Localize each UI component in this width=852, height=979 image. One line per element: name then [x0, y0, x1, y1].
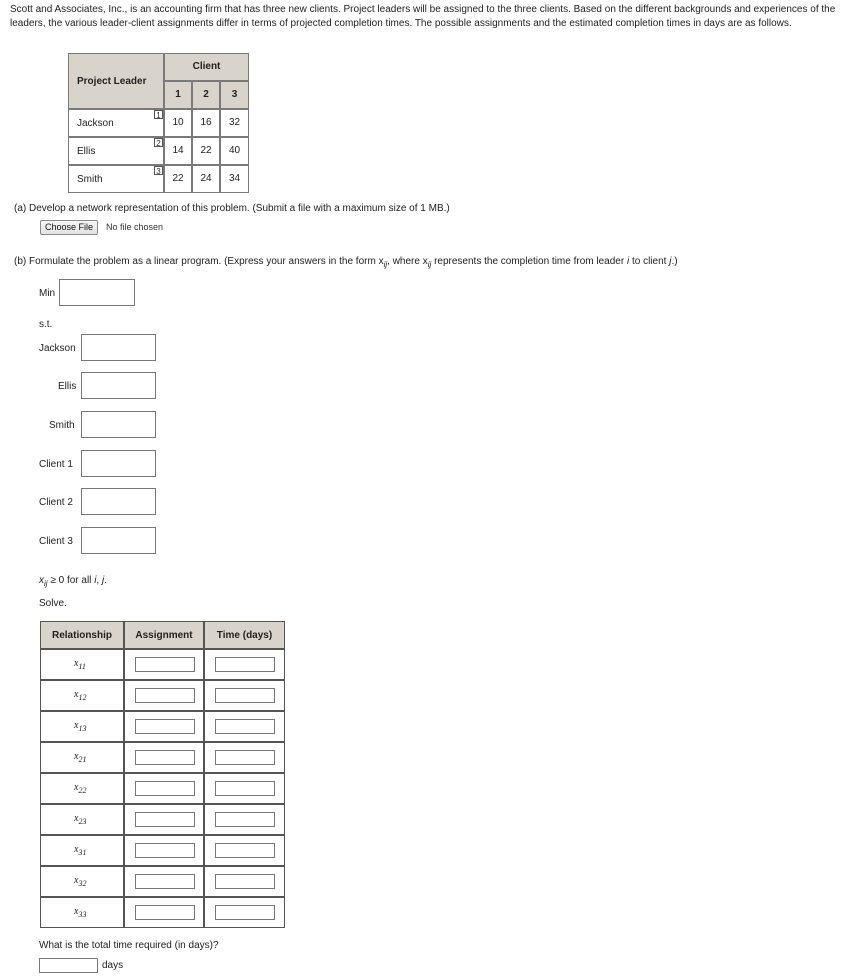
time-input[interactable] [215, 781, 275, 796]
time-cell [204, 773, 285, 804]
client-col-3: 3 [220, 81, 249, 109]
time-cell [204, 897, 285, 928]
time-cell: 32 [220, 109, 249, 137]
variable-label: $x_{23}$ [74, 813, 87, 826]
relationship-cell [40, 804, 124, 835]
nonnegativity-constraint: $x_{ij} \ge 0$ for all i, j. [39, 575, 107, 588]
variable-label: $x_{32}$ [74, 875, 87, 888]
problem-intro: Scott and Associates, Inc., is an accounting firm that has three new clients. Project leaders will be assigned to the three clients. Based on the different backgrounds and experiences of the leaders, the various leader-client assignments differ in terms of projected completion times. The possible assignments and the estimated completion times in days are as follows. [10, 4, 836, 29]
assignment-input[interactable] [135, 750, 195, 765]
total-time-input[interactable] [39, 958, 98, 973]
assignment-input[interactable] [135, 688, 195, 703]
assignment-cell [124, 742, 204, 773]
assignment-cell [124, 711, 204, 742]
relationship-cell [40, 649, 124, 680]
assignment-cell [124, 804, 204, 835]
variable-label: $x_{11}$ [74, 658, 86, 671]
objective-input[interactable] [59, 279, 135, 306]
relationship-cell [40, 773, 124, 804]
assignment-input[interactable] [135, 874, 195, 889]
constraint-input-client-1[interactable] [81, 450, 156, 477]
time-cell [204, 835, 285, 866]
relationship-cell [40, 711, 124, 742]
time-cell: 22 [164, 165, 192, 193]
min-label: Min [39, 288, 56, 299]
time-cell [204, 649, 285, 680]
variable-label: $x_{33}$ [74, 906, 87, 919]
client-col-1: 1 [164, 81, 192, 109]
variable-label: $x_{21}$ [74, 751, 87, 764]
variable-label: $x_{22}$ [74, 782, 87, 795]
time-cell: 34 [220, 165, 249, 193]
time-input[interactable] [215, 874, 275, 889]
leader-row-smith: Smith 3 [68, 165, 164, 193]
constraint-input-client-2[interactable] [81, 488, 156, 515]
time-cell: 16 [192, 109, 220, 137]
assignment-input[interactable] [135, 812, 195, 827]
choose-file-button[interactable]: Choose File [40, 220, 98, 235]
constraint-input-client-3[interactable] [81, 527, 156, 554]
project-leader-header: Project Leader [68, 53, 164, 109]
row-badge: 3 [154, 166, 163, 175]
header-time: Time (days) [204, 621, 285, 649]
assignment-cell [124, 897, 204, 928]
variable-label: $x_{31}$ [74, 844, 87, 857]
time-cell: 40 [220, 137, 249, 165]
relationship-cell [40, 835, 124, 866]
assignment-cell [124, 866, 204, 897]
row-badge: 2 [154, 138, 163, 147]
time-cell: 24 [192, 165, 220, 193]
constraint-label-smith: Smith [49, 420, 75, 431]
assignment-cell [124, 680, 204, 711]
time-cell [204, 711, 285, 742]
relationship-cell [40, 742, 124, 773]
variable-label: $x_{12}$ [74, 689, 87, 702]
leader-row-jackson: Jackson 1 [68, 109, 164, 137]
time-cell: 10 [164, 109, 192, 137]
time-cell: 22 [192, 137, 220, 165]
solve-label: Solve. [39, 598, 67, 609]
assignment-input[interactable] [135, 905, 195, 920]
client-col-2: 2 [192, 81, 220, 109]
variable-label: $x_{13}$ [74, 720, 87, 733]
time-input[interactable] [215, 843, 275, 858]
assignment-input[interactable] [135, 781, 195, 796]
assignment-cell [124, 773, 204, 804]
assignment-input[interactable] [135, 843, 195, 858]
constraint-label-ellis: Ellis [58, 381, 77, 392]
time-input[interactable] [215, 719, 275, 734]
constraint-label-client-3: Client 3 [39, 536, 73, 547]
client-header: Client [164, 53, 249, 81]
time-cell: 14 [164, 137, 192, 165]
time-cell [204, 804, 285, 835]
constraint-input-ellis[interactable] [81, 372, 156, 399]
leader-row-ellis: Ellis 2 [68, 137, 164, 165]
header-relationship: Relationship [40, 621, 124, 649]
time-cell [204, 680, 285, 711]
time-input[interactable] [215, 688, 275, 703]
row-badge: 1 [154, 110, 163, 119]
relationship-cell [40, 866, 124, 897]
assignment-cell [124, 649, 204, 680]
days-unit: days [102, 960, 124, 971]
time-cell [204, 742, 285, 773]
constraint-label-jackson: Jackson [39, 343, 76, 354]
time-cell [204, 866, 285, 897]
time-input[interactable] [215, 905, 275, 920]
constraint-label-client-2: Client 2 [39, 497, 73, 508]
assignment-cell [124, 835, 204, 866]
assignment-input[interactable] [135, 719, 195, 734]
constraint-label-client-1: Client 1 [39, 459, 73, 470]
relationship-cell [40, 897, 124, 928]
part-b-text: (b) Formulate the problem as a linear program. (Express your answers in the form $x_{ij}$, where $x_{ij}$ represents the completion time from leader i to client j.) [14, 256, 678, 269]
constraint-input-jackson[interactable] [81, 334, 156, 361]
constraint-input-smith[interactable] [81, 411, 156, 438]
no-file-chosen: No file chosen [106, 222, 164, 232]
time-input[interactable] [215, 750, 275, 765]
time-input[interactable] [215, 812, 275, 827]
time-input[interactable] [215, 657, 275, 672]
header-assignment: Assignment [124, 621, 204, 649]
relationship-cell [40, 680, 124, 711]
assignment-input[interactable] [135, 657, 195, 672]
total-question: What is the total time required (in days)? [39, 940, 219, 951]
part-a-text: (a) Develop a network representation of this problem. (Submit a file with a maximum size of 1 MB.) [14, 203, 450, 214]
st-label: s.t. [39, 319, 53, 330]
